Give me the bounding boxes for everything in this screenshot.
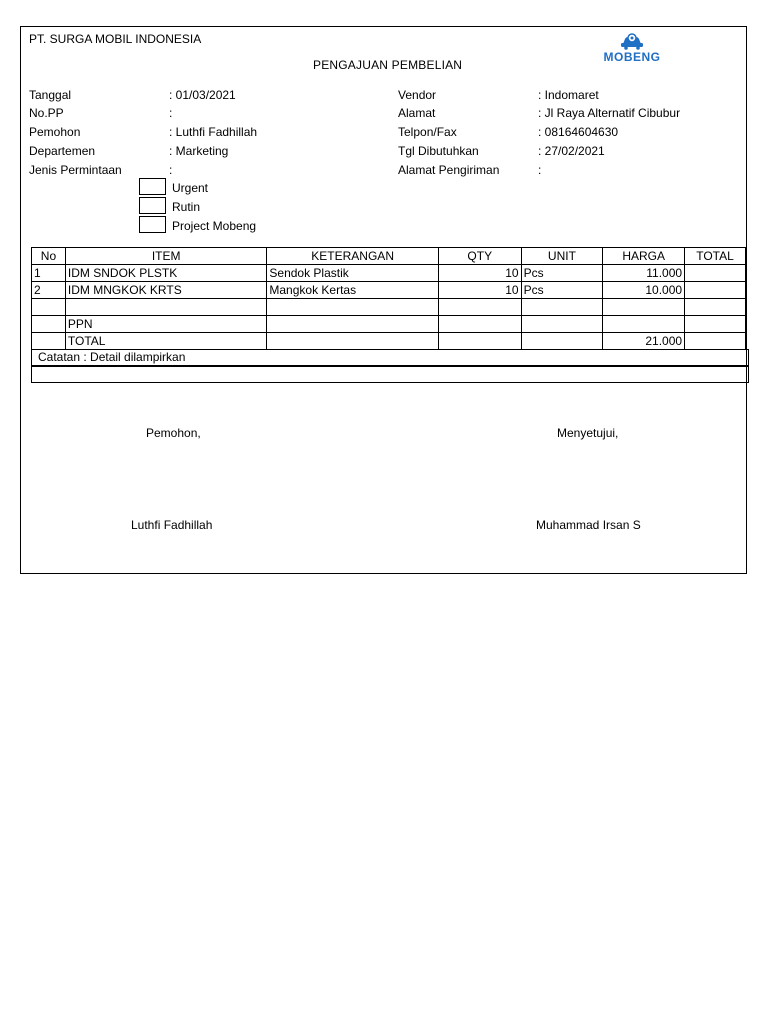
cell-qty <box>438 299 521 316</box>
cell-item <box>65 299 266 316</box>
cell-keterangan <box>267 299 439 316</box>
label-jenis-permintaan: Jenis Permintaan <box>29 163 122 177</box>
cell-item: PPN <box>65 316 266 333</box>
checkbox-label-project-mobeng: Project Mobeng <box>172 219 257 233</box>
label-departemen: Departemen <box>29 144 96 158</box>
car-pin-icon <box>619 32 645 50</box>
cell-item: IDM SNDOK PLSTK <box>65 265 266 282</box>
table-row <box>32 282 746 299</box>
table-row <box>32 265 746 282</box>
header-keterangan: KETERANGAN <box>267 248 439 265</box>
cell-qty: 10 <box>438 282 521 299</box>
header-unit: UNIT <box>521 248 603 265</box>
value-tanggal: : 01/03/2021 <box>169 88 236 102</box>
purchase-request-document <box>20 26 747 574</box>
cell-keterangan: Mangkok Kertas <box>267 282 439 299</box>
checkbox-urgent[interactable] <box>139 178 166 195</box>
company-name: PT. SURGA MOBIL INDONESIA <box>29 32 202 46</box>
value-pemohon: : Luthfi Fadhillah <box>169 125 258 139</box>
table-row <box>32 299 746 316</box>
cell-harga <box>603 299 685 316</box>
header-item: ITEM <box>65 248 266 265</box>
cell-unit: Pcs <box>521 282 603 299</box>
logo-text: MOBENG <box>603 50 661 64</box>
cell-no: 2 <box>32 282 66 299</box>
value-vendor: : Indomaret <box>538 88 599 102</box>
header-no: No <box>32 248 66 265</box>
value-telpon-fax: : 08164604630 <box>538 125 619 139</box>
table-row-ppn <box>32 316 746 333</box>
cell-unit: Pcs <box>521 265 603 282</box>
label-tgl-dibutuhkan: Tgl Dibutuhkan <box>398 144 479 158</box>
value-alamat: : Jl Raya Alternatif Cibubur <box>538 106 681 120</box>
label-no-pp: No.PP <box>29 106 64 120</box>
cell-no <box>32 316 66 333</box>
cell-total <box>685 333 746 350</box>
header-harga: HARGA <box>603 248 685 265</box>
header-qty: QTY <box>438 248 521 265</box>
value-alamat-pengiriman: : <box>538 163 542 177</box>
note-row: Catatan : Detail dilampirkan <box>31 349 749 366</box>
table-row-total <box>32 333 746 350</box>
cell-no <box>32 333 66 350</box>
cell-item: TOTAL <box>65 333 266 350</box>
label-pemohon: Pemohon <box>29 125 81 139</box>
checkbox-label-urgent: Urgent <box>172 181 209 195</box>
value-jenis-permintaan: : <box>169 163 173 177</box>
label-alamat: Alamat <box>398 106 436 120</box>
items-table <box>31 247 746 350</box>
checkbox-project-mobeng[interactable] <box>139 216 166 233</box>
label-telpon-fax: Telpon/Fax <box>398 125 457 139</box>
cell-unit <box>521 333 603 350</box>
table-header-row <box>32 248 746 265</box>
document-title: PENGAJUAN PEMBELIAN <box>313 58 463 72</box>
checkbox-label-rutin: Rutin <box>172 200 201 214</box>
cell-unit <box>521 316 603 333</box>
cell-harga: 10.000 <box>603 282 685 299</box>
signature-right-name: Muhammad Irsan S <box>536 518 641 532</box>
label-vendor: Vendor <box>398 88 437 102</box>
signature-right-title: Menyetujui, <box>557 426 619 440</box>
cell-unit <box>521 299 603 316</box>
cell-total <box>685 265 746 282</box>
value-departemen: : Marketing <box>169 144 229 158</box>
mobeng-logo <box>597 30 667 64</box>
cell-keterangan <box>267 316 439 333</box>
checkbox-rutin[interactable] <box>139 197 166 214</box>
signature-left-name: Luthfi Fadhillah <box>131 518 213 532</box>
cell-qty <box>438 316 521 333</box>
cell-harga <box>603 316 685 333</box>
cell-keterangan: Sendok Plastik <box>267 265 439 282</box>
cell-keterangan <box>267 333 439 350</box>
header-total: TOTAL <box>685 248 746 265</box>
note-empty-row <box>31 366 749 383</box>
cell-total <box>685 316 746 333</box>
label-tanggal: Tanggal <box>29 88 72 102</box>
cell-item: IDM MNGKOK KRTS <box>65 282 266 299</box>
cell-harga: 11.000 <box>603 265 685 282</box>
value-tgl-dibutuhkan: : 27/02/2021 <box>538 144 605 158</box>
cell-no: 1 <box>32 265 66 282</box>
cell-total <box>685 282 746 299</box>
cell-qty: 10 <box>438 265 521 282</box>
cell-harga: 21.000 <box>603 333 685 350</box>
value-no-pp: : <box>169 106 173 120</box>
cell-no <box>32 299 66 316</box>
cell-total <box>685 299 746 316</box>
cell-qty <box>438 333 521 350</box>
signature-left-title: Pemohon, <box>146 426 201 440</box>
label-alamat-pengiriman: Alamat Pengiriman <box>398 163 500 177</box>
